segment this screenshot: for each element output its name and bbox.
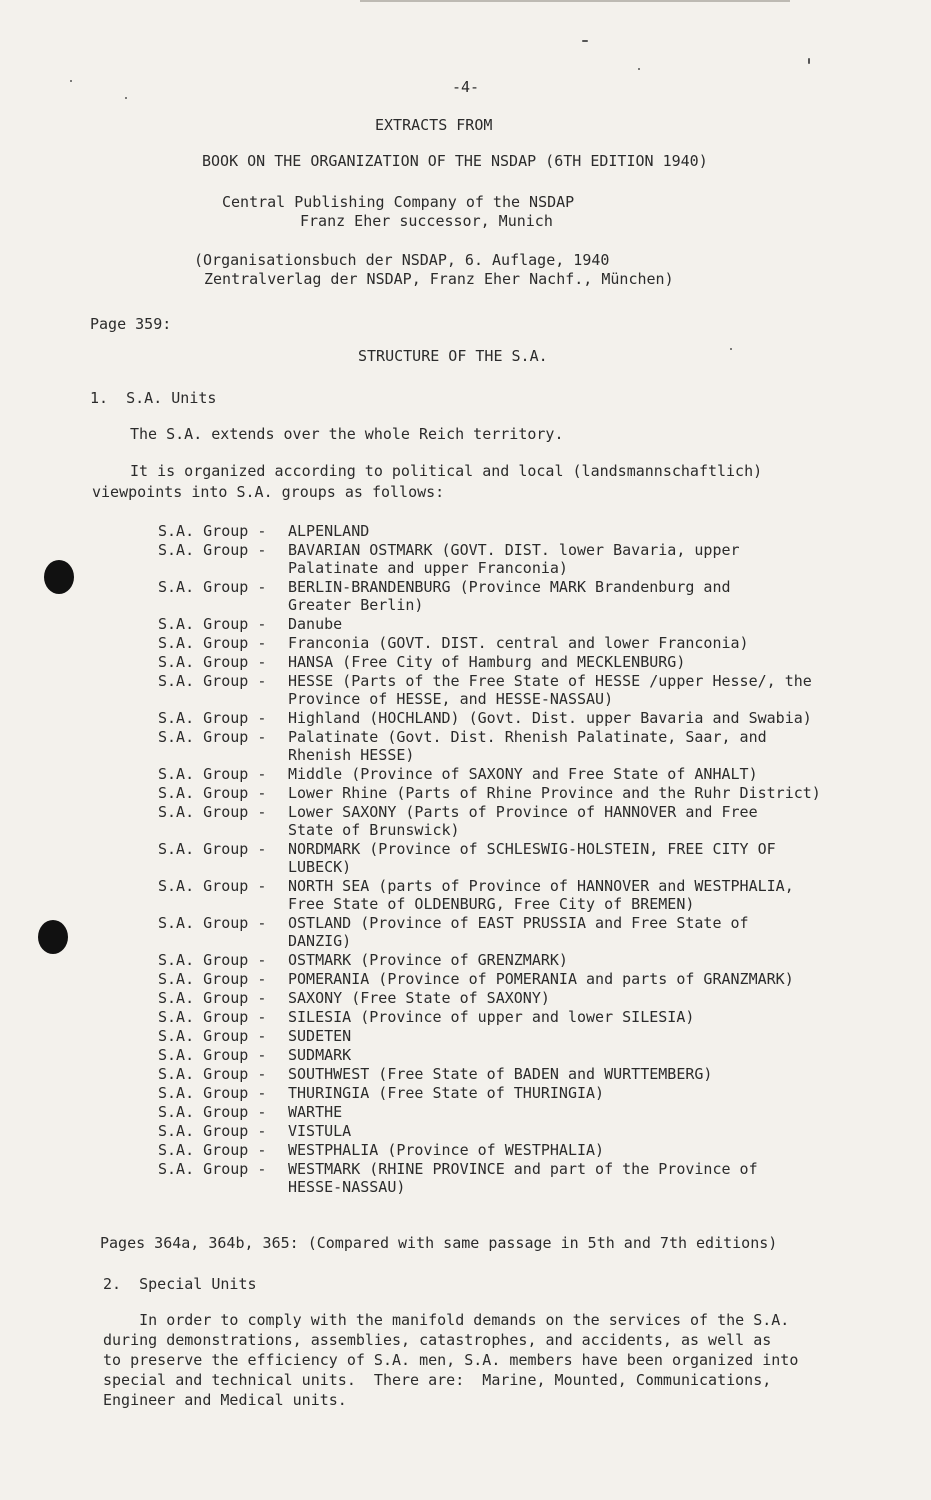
sa-group-prefix: S.A. Group - — [158, 765, 276, 783]
sa-group-prefix: S.A. Group - — [158, 1160, 276, 1178]
scan-speck — [70, 80, 72, 82]
sa-group-row — [158, 522, 898, 540]
sa-group-prefix: S.A. Group - — [158, 728, 276, 746]
sa-group-row — [158, 578, 898, 614]
sa-group-description: SILESIA (Province of upper and lower SILESIA) — [288, 1008, 695, 1026]
sa-group-row — [158, 1141, 898, 1159]
sa-group-prefix: S.A. Group - — [158, 989, 276, 1007]
sa-group-description: WARTHE — [288, 1103, 343, 1121]
sa-group-description: SUDETEN — [288, 1027, 352, 1045]
punch-hole — [38, 920, 68, 954]
sa-group-row — [158, 765, 898, 783]
sa-group-prefix: S.A. Group - — [158, 1065, 276, 1083]
sa-group-row — [158, 970, 898, 988]
publisher-line-1: Central Publishing Company of the NSDAP — [222, 193, 575, 211]
sa-group-row — [158, 1065, 898, 1083]
sa-group-description: Danube — [288, 615, 343, 633]
document-title: EXTRACTS FROM — [375, 116, 493, 134]
sa-group-prefix: S.A. Group - — [158, 877, 276, 895]
sa-group-description: WESTPHALIA (Province of WESTPHALIA) — [288, 1141, 605, 1159]
sa-group-prefix: S.A. Group - — [158, 709, 276, 727]
sa-group-row — [158, 989, 898, 1007]
sa-group-row — [158, 1046, 898, 1064]
sa-group-prefix: S.A. Group - — [158, 1141, 276, 1159]
sa-group-description: VISTULA — [288, 1122, 352, 1140]
punch-hole — [44, 560, 74, 594]
section-1-paragraph-2-line-2: viewpoints into S.A. groups as follows: — [92, 483, 445, 501]
sa-group-description: ALPENLAND — [288, 522, 370, 540]
sa-group-description: WESTMARK (RHINE PROVINCE and part of the Province of HESSE-NASSAU) — [288, 1160, 758, 1196]
document-subtitle: BOOK ON THE ORGANIZATION OF THE NSDAP (6TH EDITION 1940) — [202, 152, 708, 170]
sa-group-description: NORTH SEA (parts of Province of HANNOVER and WESTPHALIA, Free State of OLDENBURG, Free City of BREMEN) — [288, 877, 794, 913]
sa-group-prefix: S.A. Group - — [158, 1103, 276, 1121]
sa-group-row — [158, 1122, 898, 1140]
scan-speck — [730, 348, 732, 350]
sa-group-description: OSTMARK (Province of GRENZMARK) — [288, 951, 568, 969]
sa-group-prefix: S.A. Group - — [158, 653, 276, 671]
sa-group-row — [158, 728, 898, 764]
sa-group-description: HANSA (Free City of Hamburg and MECKLENBURG) — [288, 653, 686, 671]
sa-group-description: Highland (HOCHLAND) (Govt. Dist. upper Bavaria and Swabia) — [288, 709, 812, 727]
sa-group-row — [158, 1027, 898, 1045]
section-1-heading: 1. S.A. Units — [90, 389, 217, 407]
scan-speck — [808, 58, 810, 64]
sa-group-row — [158, 615, 898, 633]
section-2-heading: 2. Special Units — [103, 1275, 257, 1293]
sa-group-row — [158, 1160, 898, 1196]
sa-group-prefix: S.A. Group - — [158, 1122, 276, 1140]
sa-group-row — [158, 784, 898, 802]
sa-group-prefix: S.A. Group - — [158, 784, 276, 802]
sa-group-prefix: S.A. Group - — [158, 1046, 276, 1064]
section-1-paragraph-1: The S.A. extends over the whole Reich territory. — [130, 425, 564, 443]
scan-edge — [360, 0, 790, 2]
sa-group-description: Lower SAXONY (Parts of Province of HANNOVER and Free State of Brunswick) — [288, 803, 758, 839]
sa-group-description: Franconia (GOVT. DIST. central and lower Franconia) — [288, 634, 749, 652]
sa-group-prefix: S.A. Group - — [158, 1084, 276, 1102]
sa-group-row — [158, 803, 898, 839]
page-reference: Page 359: — [90, 315, 172, 333]
sa-group-prefix: S.A. Group - — [158, 1008, 276, 1026]
sa-group-description: OSTLAND (Province of EAST PRUSSIA and Free State of DANZIG) — [288, 914, 749, 950]
scan-speck — [638, 68, 640, 70]
sa-group-prefix: S.A. Group - — [158, 914, 276, 932]
sa-group-row — [158, 877, 898, 913]
original-title-line-2: Zentralverlag der NSDAP, Franz Eher Nachf., München) — [204, 270, 674, 288]
original-title-line-1: (Organisationsbuch der NSDAP, 6. Auflage, 1940 — [194, 251, 610, 269]
sa-group-row — [158, 653, 898, 671]
sa-group-row — [158, 840, 898, 876]
sa-group-row — [158, 634, 898, 652]
structure-heading: STRUCTURE OF THE S.A. — [358, 347, 548, 365]
publisher-line-2: Franz Eher successor, Munich — [300, 212, 553, 230]
sa-group-prefix: S.A. Group - — [158, 803, 276, 821]
page-number: -4- — [452, 78, 480, 96]
sa-group-description: HESSE (Parts of the Free State of HESSE /upper Hesse/, the Province of HESSE, and HESSE-NASSAU) — [288, 672, 812, 708]
sa-group-row — [158, 1008, 898, 1026]
section-2-paragraph: In order to comply with the manifold demands on the services of the S.A. during demonstrations, assemblies, catastrophes, and accidents, as well as to preserve the efficiency of S.A. men, S.A. members have been organized into special and technical units. There are: Marine, Mounted, Communications, Engineer and Medical units. — [103, 1311, 799, 1409]
sa-group-description: NORDMARK (Province of SCHLESWIG-HOLSTEIN, FREE CITY OF LUBECK) — [288, 840, 776, 876]
sa-group-description: Lower Rhine (Parts of Rhine Province and the Ruhr District) — [288, 784, 821, 802]
sa-group-description: THURINGIA (Free State of THURINGIA) — [288, 1084, 605, 1102]
sa-group-description: BAVARIAN OSTMARK (GOVT. DIST. lower Bavaria, upper Palatinate and upper Franconia) — [288, 541, 740, 577]
sa-group-description: SOUTHWEST (Free State of BADEN and WURTTEMBERG) — [288, 1065, 713, 1083]
sa-group-prefix: S.A. Group - — [158, 951, 276, 969]
sa-group-description: POMERANIA (Province of POMERANIA and parts of GRANZMARK) — [288, 970, 794, 988]
sa-group-prefix: S.A. Group - — [158, 840, 276, 858]
sa-group-row — [158, 672, 898, 708]
sa-group-prefix: S.A. Group - — [158, 522, 276, 540]
sa-group-row — [158, 709, 898, 727]
page-reference-2: Pages 364a, 364b, 365: (Compared with same passage in 5th and 7th editions) — [100, 1234, 778, 1252]
sa-group-prefix: S.A. Group - — [158, 578, 276, 596]
sa-group-prefix: S.A. Group - — [158, 615, 276, 633]
sa-group-description: Palatinate (Govt. Dist. Rhenish Palatinate, Saar, and Rhenish HESSE) — [288, 728, 767, 764]
sa-group-prefix: S.A. Group - — [158, 634, 276, 652]
scan-speck — [125, 97, 127, 99]
sa-group-description: Middle (Province of SAXONY and Free State of ANHALT) — [288, 765, 758, 783]
sa-group-description: BERLIN-BRANDENBURG (Province MARK Brandenburg and Greater Berlin) — [288, 578, 731, 614]
sa-group-description: SUDMARK — [288, 1046, 352, 1064]
sa-group-row — [158, 914, 898, 950]
scan-speck — [582, 40, 588, 42]
sa-group-row — [158, 951, 898, 969]
sa-group-description: SAXONY (Free State of SAXONY) — [288, 989, 550, 1007]
sa-group-row — [158, 1084, 898, 1102]
sa-group-prefix: S.A. Group - — [158, 672, 276, 690]
sa-group-prefix: S.A. Group - — [158, 970, 276, 988]
sa-group-prefix: S.A. Group - — [158, 541, 276, 559]
sa-group-row — [158, 541, 898, 577]
sa-group-prefix: S.A. Group - — [158, 1027, 276, 1045]
sa-group-row — [158, 1103, 898, 1121]
sa-groups-list — [158, 522, 898, 1197]
section-1-paragraph-2-line-1: It is organized according to political and local (landsmannschaftlich) — [130, 462, 763, 480]
